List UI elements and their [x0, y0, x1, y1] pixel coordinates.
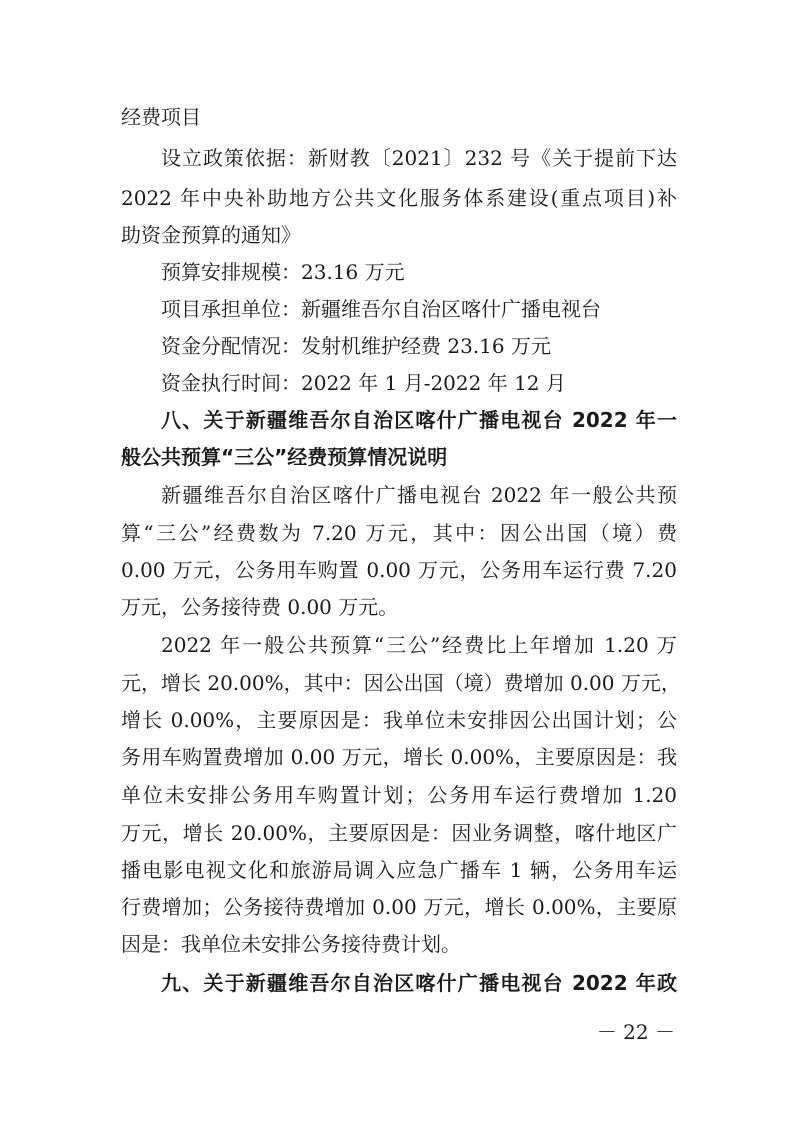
text-line: 万元，增长 20.00%，主要原因是：因业务调整，喀什地区广 [121, 821, 677, 845]
section-heading: 九、关于新疆维吾尔自治区喀什广播电视台 2022 年政 [161, 971, 677, 995]
text-line: 单位未安排公务用车购置计划；公务用车运行费增加 1.20 [121, 783, 677, 807]
text-line: 资金分配情况：发射机维护经费 23.16 万元 [161, 334, 551, 358]
text-line: 新疆维吾尔自治区喀什广播电视台 2022 年一般公共预 [161, 483, 677, 507]
text-line: 元，增长 20.00%，其中：因公出国（境）费增加 0.00 万元， [121, 671, 681, 695]
text-line: 2022 年中央补助地方公共文化服务体系建设(重点项目)补 [121, 186, 677, 210]
text-line: 项目承担单位：新疆维吾尔自治区喀什广播电视台 [161, 297, 601, 321]
section-heading: 般公共预算“三公”经费预算情况说明 [121, 445, 448, 469]
text-line: 因是：我单位未安排公务接待费计划。 [121, 932, 461, 956]
text-line: 助资金预算的通知》 [121, 223, 301, 247]
text-line: 资金执行时间：2022 年 1 月-2022 年 12 月 [161, 371, 566, 395]
text-line: 设立政策依据：新财教〔2021〕232 号《关于提前下达 [161, 146, 677, 170]
page-number: － 22 － [596, 1020, 675, 1044]
text-line: 行费增加；公务接待费增加 0.00 万元，增长 0.00%，主要原 [121, 895, 677, 919]
text-line: 万元，公务接待费 0.00 万元。 [121, 595, 399, 619]
text-line: 预算安排规模：23.16 万元 [161, 260, 405, 284]
text-line: 务用车购置费增加 0.00 万元，增长 0.00%，主要原因是：我 [121, 745, 677, 769]
text-line: 经费项目 [121, 105, 201, 129]
text-line: 2022 年一般公共预算“三公”经费比上年增加 1.20 万 [161, 633, 677, 657]
section-heading: 八、关于新疆维吾尔自治区喀什广播电视台 2022 年一 [161, 408, 677, 432]
text-line: 0.00 万元，公务用车购置 0.00 万元，公务用车运行费 7.20 [121, 558, 677, 582]
text-line: 算“三公”经费数为 7.20 万元，其中：因公出国（境）费 [121, 521, 677, 545]
text-line: 播电影电视文化和旅游局调入应急广播车 1 辆，公务用车运 [121, 858, 677, 882]
text-line: 增长 0.00%，主要原因是：我单位未安排因公出国计划；公 [121, 708, 677, 732]
